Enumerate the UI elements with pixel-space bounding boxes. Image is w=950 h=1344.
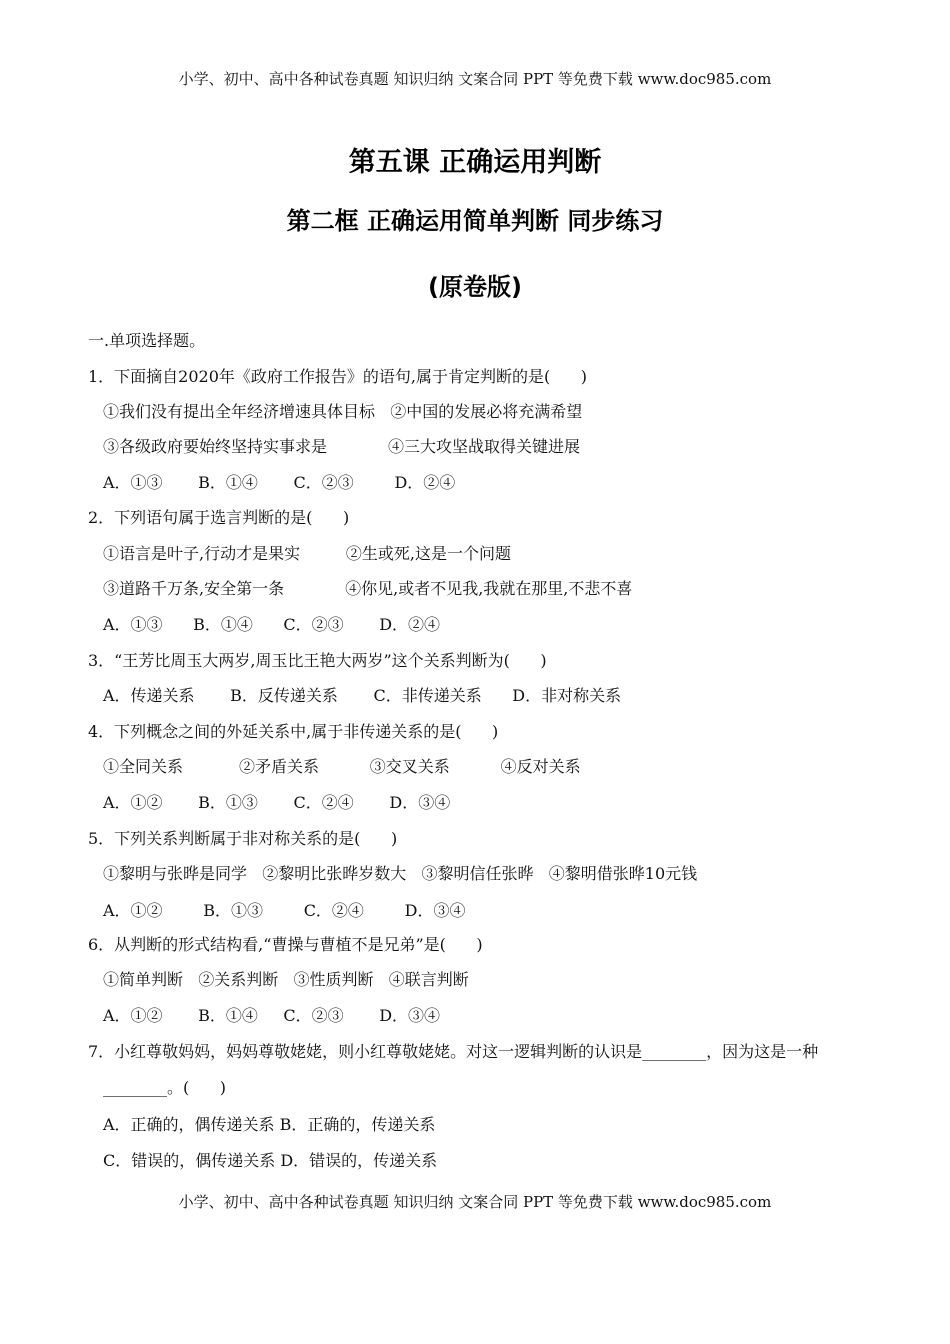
question-7-continuation: ________。( ): [103, 1078, 227, 1097]
question-6-statements: ①简单判断 ②关系判断 ③性质判断 ④联言判断: [103, 970, 469, 989]
question-5-statements: ①黎明与张晔是同学 ②黎明比张晔岁数大 ③黎明信任张晔 ④黎明借张晔10元钱: [103, 864, 698, 883]
question-2-choices: A．①③ B．①④ C．②③ D．②④: [103, 615, 441, 634]
question-7-choices-a: A．正确的，偶传递关系 B．正确的，传递关系: [103, 1115, 436, 1134]
question-7: 7．小红尊敬妈妈，妈妈尊敬姥姥，则小红尊敬姥姥。对这一逻辑判断的认识是________，因为这是一种: [88, 1042, 819, 1061]
lesson-title: 第五课 正确运用判断: [348, 147, 602, 178]
question-3-choices: A．传递关系 B．反传递关系 C．非传递关系 D．非对称关系: [103, 686, 622, 705]
question-1: 1．下面摘自2020年《政府工作报告》的语句,属于肯定判断的是( ): [88, 367, 587, 386]
question-2-statements-a: ①语言是叶子,行动才是果实 ②生或死,这是一个问题: [103, 544, 511, 563]
page-footer: 小学、初中、高中各种试卷真题 知识归纳 文案合同 PPT 等免费下载 www.doc985.com: [178, 1193, 772, 1211]
question-7-choices-b: C．错误的，偶传递关系 D．错误的，传递关系: [103, 1151, 438, 1170]
question-6: 6．从判断的形式结构看,“曹操与曹植不是兄弟”是( ): [88, 935, 483, 954]
question-6-choices: A．①② B．①④ C．②③ D．③④: [103, 1006, 441, 1025]
question-1-choices: A．①③ B．①④ C．②③ D．②④: [103, 473, 456, 492]
question-3: 3．“王芳比周玉大两岁,周玉比王艳大两岁”这个关系判断为( ): [88, 651, 547, 670]
question-4-choices: A．①② B．①③ C．②④ D．③④: [103, 793, 451, 812]
question-2-statements-b: ③道路千万条,安全第一条 ④你见,或者不见我,我就在那里,不悲不喜: [103, 579, 633, 598]
question-4: 4．下列概念之间的外延关系中,属于非传递关系的是( ): [88, 722, 499, 741]
question-5-choices: A．①② B．①③ C．②④ D．③④: [103, 901, 466, 920]
edition-label: (原卷版): [428, 273, 522, 301]
question-5: 5．下列关系判断属于非对称关系的是( ): [88, 829, 398, 848]
section-heading: 一.单项选择题。: [88, 331, 206, 350]
question-1-statements-b: ③各级政府要始终坚持实事求是 ④三大攻坚战取得关键进展: [103, 437, 581, 456]
lesson-subtitle: 第二框 正确运用简单判断 同步练习: [286, 207, 664, 235]
question-4-statements: ①全同关系 ②矛盾关系 ③交叉关系 ④反对关系: [103, 757, 581, 776]
question-2: 2．下列语句属于选言判断的是( ): [88, 508, 350, 527]
page-header: 小学、初中、高中各种试卷真题 知识归纳 文案合同 PPT 等免费下载 www.doc985.com: [178, 70, 772, 88]
question-1-statements-a: ①我们没有提出全年经济增速具体目标 ②中国的发展必将充满希望: [103, 402, 583, 421]
